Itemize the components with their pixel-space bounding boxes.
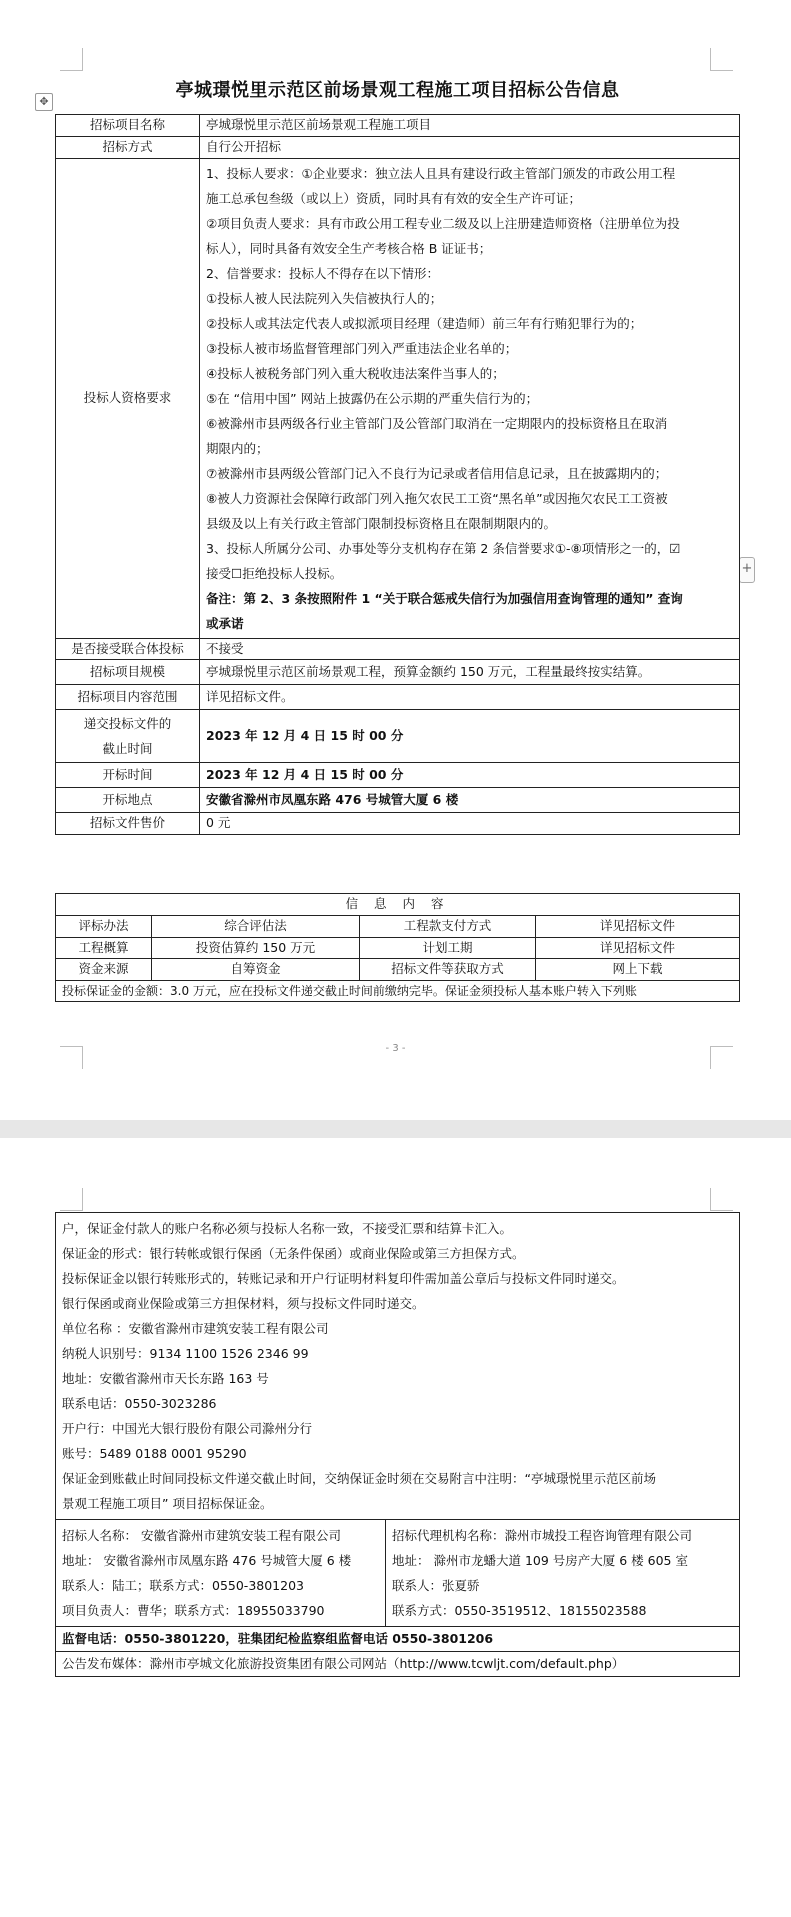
info-cell: 工程款支付方式 — [360, 915, 536, 937]
qualification-value — [200, 158, 740, 638]
qualification-line: 期限内的； — [206, 440, 269, 456]
deposit-line: 单位名称 ：安徽省滁州市建筑安装工程有限公司 — [62, 1321, 329, 1336]
deposit-line: 投标保证金的金额：3.0 万元，应在投标文件递交截止时间前缴纳完毕。保证金须投标人基本账户转入下列账 — [56, 981, 740, 1002]
page-number: - 3 - — [385, 1043, 406, 1054]
qualification-line: ⑦被滁州市县两级公管部门记入不良行为记录或者信用信息记录，且在披露期内的； — [206, 465, 668, 481]
page-corner-mark — [710, 48, 733, 71]
page-corner-mark — [60, 1188, 83, 1211]
table-row — [56, 981, 740, 1002]
project-name-label: 招标项目名称 — [56, 115, 200, 137]
deadline-label-line: 递交投标文件的 — [83, 716, 172, 732]
table-row — [56, 638, 740, 660]
qualification-line: ⑧被人力资源社会保障行政部门列入拖欠农民工工资“黑名单”或因拖欠农民工工资被 — [206, 490, 668, 506]
open-place-label: 开标地点 — [56, 788, 200, 813]
deposit-line: 账号：5489 0188 0001 95290 — [62, 1446, 247, 1461]
open-place-value: 安徽省滁州市凤凰东路 476 号城管大厦 6 楼 — [200, 788, 740, 813]
deposit-table — [55, 1212, 740, 1677]
agency-line: 地址： 滁州市龙蟠大道 109 号房产大厦 6 楼 605 室 — [392, 1553, 688, 1568]
info-cell: 综合评估法 — [152, 915, 360, 937]
deposit-line: 户，保证金付款人的账户名称必须与投标人名称一致，不接受汇票和结算卡汇入。 — [62, 1221, 513, 1236]
info-cell: 网上下载 — [536, 959, 740, 981]
info-cell: 投资估算约 150 万元 — [152, 937, 360, 959]
qualification-label: 投标人资格要求 — [56, 158, 200, 638]
info-cell: 计划工期 — [360, 937, 536, 959]
deposit-line: 纳税人识别号：9134 1100 1526 2346 99 — [62, 1346, 309, 1361]
info-cell: 工程概算 — [56, 937, 152, 959]
info-cell: 评标办法 — [56, 915, 152, 937]
table-row — [56, 788, 740, 813]
qualification-line: ④投标人被税务部门列入重大税收违法案件当事人的； — [206, 365, 505, 381]
info-cell: 详见招标文件 — [536, 915, 740, 937]
qualification-line: ⑤在 “信用中国” 网站上披露仍在公示期的严重失信行为的； — [206, 390, 539, 406]
info-cell: 自筹资金 — [152, 959, 360, 981]
tenderer-line: 项目负责人：曹华；联系方式：18955033790 — [62, 1603, 325, 1618]
method-label: 招标方式 — [56, 136, 200, 158]
table-row — [56, 937, 740, 959]
qualification-line: ①投标人被人民法院列入失信被执行人的； — [206, 290, 443, 306]
table-move-handle-icon[interactable]: ✥ — [35, 93, 53, 111]
publish-media: 公告发布媒体：滁州市亭城文化旅游投资集团有限公司网站（http://www.tcwljt.com/default.php） — [56, 1652, 740, 1677]
table-row — [56, 813, 740, 835]
deadline-label — [56, 710, 200, 763]
supervision-phone: 监督电话：0550-3801220，驻集团纪检监察组监督电话 0550-3801206 — [56, 1627, 740, 1652]
qualification-line: 2、信誉要求：投标人不得存在以下情形： — [206, 265, 439, 281]
agency-line: 联系人：张夏骄 — [392, 1578, 480, 1593]
agency-line: 招标代理机构名称：滁州市城投工程咨询管理有限公司 — [392, 1528, 693, 1543]
table-row — [56, 894, 740, 916]
qualification-line: ⑥被滁州市县两级各行业主管部门及公管部门取消在一定期限内的投标资格且在取消 — [206, 415, 668, 431]
info-content-table — [55, 893, 740, 1002]
qualification-note-line: 或承诺 — [206, 615, 244, 631]
page-title: 亭城璟悦里示范区前场景观工程施工项目招标公告信息 — [175, 80, 620, 101]
price-value: 0 元 — [200, 813, 740, 835]
tenderer-contact — [56, 1520, 386, 1627]
add-column-icon[interactable]: + — [739, 557, 755, 583]
qualification-line: ②投标人或其法定代表人或拟派项目经理（建造师）前三年有行贿犯罪行为的； — [206, 315, 643, 331]
deposit-details — [56, 1213, 740, 1520]
deadline-value: 2023 年 12 月 4 日 15 时 00 分 — [200, 710, 740, 763]
deposit-line: 联系电话：0550-3023286 — [62, 1396, 217, 1411]
joint-bid-value: 不接受 — [200, 638, 740, 660]
info-cell: 详见招标文件 — [536, 937, 740, 959]
qualification-line: ②项目负责人要求：具有市政公用工程专业二级及以上注册建造师资格（注册单位为投 — [206, 215, 680, 231]
deposit-line: 银行保函或商业保险或第三方担保材料，须与投标文件同时递交。 — [62, 1296, 425, 1311]
tenderer-line: 地址： 安徽省滁州市凤凰东路 476 号城管大厦 6 楼 — [62, 1553, 352, 1568]
qualification-line: ③投标人被市场监督管理部门列入严重违法企业名单的； — [206, 340, 518, 356]
deposit-line: 投标保证金以银行转账形式的，转账记录和开户行证明材料复印件需加盖公章后与投标文件同时递交。 — [62, 1271, 625, 1286]
table-row — [56, 763, 740, 788]
table-row — [56, 136, 740, 158]
table-row — [56, 1627, 740, 1652]
open-time-value: 2023 年 12 月 4 日 15 时 00 分 — [200, 763, 740, 788]
agency-contact — [386, 1520, 740, 1627]
table-row — [56, 1213, 740, 1520]
info-cell: 招标文件等获取方式 — [360, 959, 536, 981]
qualification-line: 3、投标人所属分公司、办事处等分支机构存在第 2 条信誉要求①-⑧项情形之一的，☑ — [206, 540, 681, 556]
price-label: 招标文件售价 — [56, 813, 200, 835]
info-cell: 资金来源 — [56, 959, 152, 981]
scope-label: 招标项目内容范围 — [56, 685, 200, 710]
qualification-note-line: 备注：第 2、3 条按照附件 1 “关于联合惩戒失信行为加强信用查询管理的通知” 查询 — [206, 590, 683, 606]
deposit-line: 保证金的形式：银行转帐或银行保函（无条件保函）或商业保险或第三方担保方式。 — [62, 1246, 525, 1261]
page-separator — [0, 1120, 791, 1138]
table-row — [56, 660, 740, 685]
scale-label: 招标项目规模 — [56, 660, 200, 685]
table-row — [56, 115, 740, 137]
deposit-line: 开户行：中国光大银行股份有限公司滁州分行 — [62, 1421, 313, 1436]
scale-value: 亭城璟悦里示范区前场景观工程，预算金额约 150 万元，工程量最终按实结算。 — [200, 660, 740, 685]
table-row — [56, 1652, 740, 1677]
deposit-line: 地址：安徽省滁州市天长东路 163 号 — [62, 1371, 269, 1386]
table-row — [56, 959, 740, 981]
table-row — [56, 158, 740, 638]
tenderer-line: 招标人名称： 安徽省滁州市建筑安装工程有限公司 — [62, 1528, 341, 1543]
table-row — [56, 710, 740, 763]
deposit-line: 保证金到账截止时间同投标文件递交截止时间，交纳保证金时须在交易附言中注明：“亭城璟悦里示范区前场 — [62, 1471, 656, 1486]
joint-bid-label: 是否接受联合体投标 — [56, 638, 200, 660]
scope-value: 详见招标文件。 — [200, 685, 740, 710]
table-row — [56, 915, 740, 937]
open-time-label: 开标时间 — [56, 763, 200, 788]
table-row — [56, 1520, 740, 1627]
deadline-label-line: 截止时间 — [102, 741, 153, 757]
tenderer-line: 联系人：陆工；联系方式：0550-3801203 — [62, 1578, 304, 1593]
info-header: 信 息 内 容 — [56, 894, 740, 916]
table-row — [56, 685, 740, 710]
document-page-2 — [0, 1138, 791, 1917]
deposit-line: 景观工程施工项目” 项目招标保证金。 — [62, 1496, 273, 1511]
qualification-line: 接受☐拒绝投标人投标。 — [206, 565, 343, 581]
tender-info-table — [55, 114, 740, 835]
page-corner-mark — [60, 48, 83, 71]
project-name-value: 亭城璟悦里示范区前场景观工程施工项目 — [200, 115, 740, 137]
qualification-line: 施工总承包叁级（或以上）资质，同时具有有效的安全生产许可证； — [206, 190, 582, 206]
method-value: 自行公开招标 — [200, 136, 740, 158]
qualification-line: 县级及以上有关行政主管部门限制投标资格且在限制期限内的。 — [206, 515, 557, 531]
page-corner-mark — [710, 1188, 733, 1211]
qualification-line: 1、投标人要求：①企业要求：独立法人且具有建设行政主管部门颁发的市政公用工程 — [206, 165, 676, 181]
agency-line: 联系方式：0550-3519512、18155023588 — [392, 1603, 647, 1618]
qualification-line: 标人），同时具备有效安全生产考核合格 B 证证书； — [206, 240, 492, 256]
